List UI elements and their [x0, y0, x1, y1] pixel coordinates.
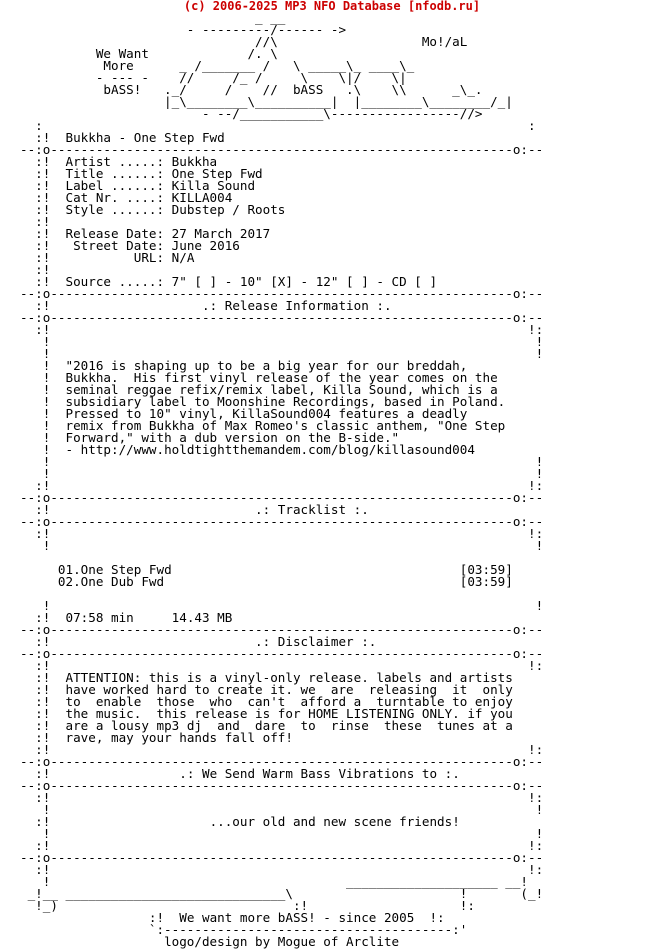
divider: --:o-------------------------------------------------------------o:-- [20, 286, 544, 301]
divider: --:o-------------------------------------------------------------o:-- [20, 754, 544, 769]
url-field: URL: N/A [65, 250, 195, 265]
nfo-document [20, 12, 543, 948]
disclaimer-line: :! have worked hard to create it. we are releasing it only [20, 682, 513, 697]
section-title-row: :! .: We Send Warm Bass Vibrations to :. [20, 766, 460, 781]
release-info-title: .: Release Information :. [201, 298, 392, 313]
disclaimer-line: :! ATTENTION: this is a vinyl-only release. labels and artists [20, 670, 513, 685]
frame-line: ! ! [20, 538, 544, 553]
frame-line: : : [20, 118, 536, 133]
frame-line: ! ! [20, 346, 544, 361]
logo-line: //\ Mo!/aL [20, 34, 468, 49]
label-field: Label ......: Killa Sound [65, 178, 256, 193]
frame-line: :! !: [20, 322, 544, 337]
field-row: :! Cat Nr. ....: KILLA004 [20, 190, 233, 205]
credit-row [20, 936, 543, 948]
artist-field: Artist .....: Bukkha [65, 154, 218, 169]
field-row: :! [20, 214, 66, 229]
logo-line: We Want /. \ [20, 46, 278, 61]
greets-line: ...our old and new scene friends! [209, 814, 460, 829]
greets-title: .: We Send Warm Bass Vibrations to :. [179, 766, 460, 781]
info-line: ! Bukkha. His first vinyl release of the year comes on the [20, 370, 498, 385]
section-title-row: :! .: Tracklist :. [20, 502, 369, 517]
footer-art: !_) :! !: [20, 898, 475, 913]
info-link: - http://www.holdtightthemandem.com/blog/killasound004 [65, 442, 475, 457]
nfodb-banner: (c) 2006-2025 MP3 NFO Database [nfodb.ru] [183, 0, 481, 13]
section-title-row: :! .: Disclaimer :. [20, 634, 377, 649]
field-row: :! [20, 262, 66, 277]
divider: --:o-------------------------------------------------------------o:-- [20, 850, 544, 865]
divider: --:o-------------------------------------------------------------o:-- [20, 778, 544, 793]
frame-line: ! ! [20, 454, 544, 469]
frame-line: :! !: [20, 478, 544, 493]
frame-line: :! !: [20, 526, 544, 541]
frame-line: :! !: [20, 658, 544, 673]
section-title-row: :! .: Release Information :. [20, 298, 392, 313]
field-row: :! Title ......: One Step Fwd [20, 166, 263, 181]
divider: --:o-------------------------------------------------------------o:-- [20, 142, 544, 157]
field-row: :! Source .....: 7" [ ] - 10" [X] - 12" [ ] - CD [ ] [20, 274, 438, 289]
logo-line: More _ /_______ / \ _____\_ ____\_ [20, 58, 415, 73]
logo-line: bASS! ._/ / // bASS .\ \\ _\_. [20, 82, 483, 97]
divider: --:o-------------------------------------------------------------o:-- [20, 514, 544, 529]
field-row: :! Label ......: Killa Sound [20, 178, 256, 193]
info-line: ! seminal reggae refix/remix label, Killa Sound, which is a [20, 382, 498, 397]
divider: --:o-------------------------------------------------------------o:-- [20, 646, 544, 661]
frame-line: ! ! [20, 802, 544, 817]
disclaimer-line: :! the music. this release is for HOME LISTENING ONLY. if you [20, 706, 513, 721]
disclaimer-line: :! are a lousy mp3 dj and dare to rinse these tunes at a [20, 718, 513, 733]
frame-line: ! ! [20, 466, 544, 481]
release-date-field: Release Date: 27 March 2017 [65, 226, 271, 241]
info-line: ! subsidiary label to Moonshine Recordings, based in Poland. [20, 394, 506, 409]
footer-art: ! ____________________ __! [20, 874, 528, 889]
frame-line: :! !: [20, 838, 544, 853]
title-field: Title ......: One Step Fwd [65, 166, 263, 181]
disclaimer-line: :! to enable those who can't afford a turntable to enjoy [20, 694, 513, 709]
design-credit: logo/design by Mogue of Arclite [164, 934, 400, 949]
field-row: :! URL: N/A [20, 250, 195, 265]
logo-line: - --/___________\-----------------//> [20, 106, 483, 121]
field-row: :! Artist .....: Bukkha [20, 154, 218, 169]
logo-line: - ---------/------ -> [20, 22, 347, 37]
frame-line: :! !: [20, 742, 544, 757]
field-row: :! Street Date: June 2016 [20, 238, 240, 253]
field-row: :! Style ......: Dubstep / Roots [20, 202, 286, 217]
frame-line: :! !: [20, 790, 544, 805]
release-heading-row: :! Bukkha - One Step Fwd [20, 130, 225, 145]
track-row [20, 576, 543, 588]
footer-art: _!__ _____________________________\ ! (_! [20, 886, 544, 901]
info-line: ! "2016 is shaping up to be a big year for our breddah, [20, 358, 468, 373]
logo-line: - --- - // /_ / \ \|/ \| [20, 70, 407, 85]
info-line: ! Pressed to 10" vinyl, KillaSound004 features a deadly [20, 406, 468, 421]
divider: --:o-------------------------------------------------------------o:-- [20, 490, 544, 505]
footer-art: `:--------------------------------------:' [20, 922, 468, 937]
frame-line: :! !: [20, 862, 544, 877]
tracklist-title: .: Tracklist :. [255, 502, 369, 517]
catalog-field: Cat Nr. ....: KILLA004 [65, 190, 233, 205]
total-length: 07:58 min 14.43 MB [65, 610, 233, 625]
disclaimer-line: :! rave, may your hands fall off! [20, 730, 293, 745]
info-line: ! Forward," with a dub version on the B-side." [20, 430, 400, 445]
field-row: :! Release Date: 27 March 2017 [20, 226, 271, 241]
street-date-field: Street Date: June 2016 [65, 238, 240, 253]
source-field: Source .....: 7" [ ] - 10" [X] - 12" [ ] - CD [ ] [65, 274, 438, 289]
frame-line: ! ! [20, 598, 544, 613]
logo-line: _ __ [20, 10, 286, 25]
divider: --:o-------------------------------------------------------------o:-- [20, 310, 544, 325]
track-02: 02.One Dub Fwd [03:59] [57, 574, 513, 589]
frame-line: ! ! [20, 334, 544, 349]
info-line: ! - http://www.holdtightthemandem.com/blog/killasound004 [20, 442, 475, 457]
total-row: :! 07:58 min 14.43 MB [20, 610, 233, 625]
info-line: ! remix from Bukkha of Max Romeo's classic anthem, "One Step [20, 418, 506, 433]
divider: --:o-------------------------------------------------------------o:-- [20, 622, 544, 637]
frame-line: ! ! [20, 826, 544, 841]
logo-line: |_\________\__________| |________\________/_| [20, 94, 513, 109]
track-01: 01.One Step Fwd [03:59] [57, 562, 513, 577]
disclaimer-title: .: Disclaimer :. [255, 634, 377, 649]
footer-tagline: We want more bASS! - since 2005 [179, 910, 415, 925]
greets-row: :! ...our old and new scene friends! [20, 814, 460, 829]
style-field: Style ......: Dubstep / Roots [65, 202, 286, 217]
release-heading: Bukkha - One Step Fwd [65, 130, 225, 145]
tagline-row: :! We want more bASS! - since 2005 !: [20, 910, 445, 925]
